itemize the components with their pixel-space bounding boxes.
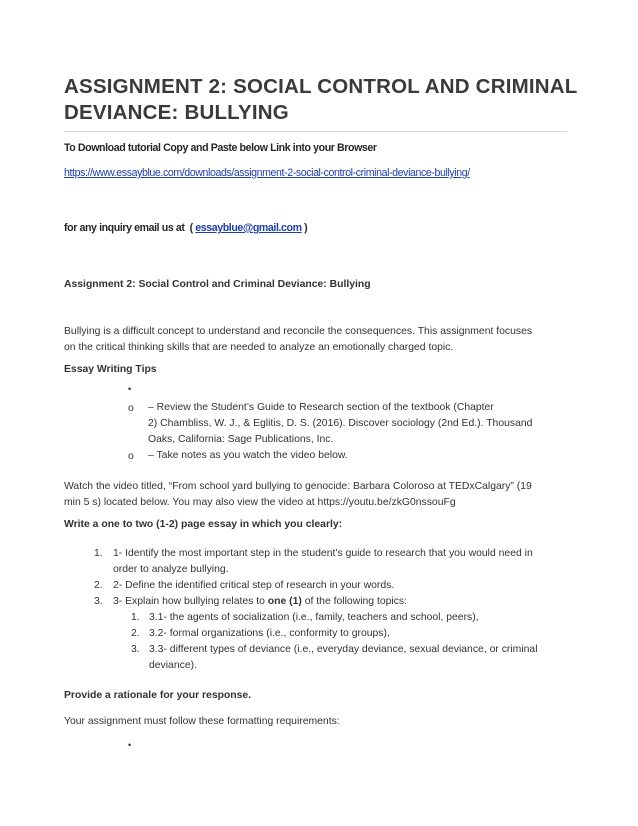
step-1-number: 1. — [94, 548, 103, 559]
step-3-text — [113, 596, 407, 607]
rationale-heading: Provide a rationale for your response. — [64, 690, 252, 701]
substep-1-text: 3.1- the agents of socialization (i.e., family, teachers and school, peers), — [149, 612, 479, 623]
video-paragraph: Watch the video titled, “From school yard bullying to genocide: Barbara Coloroso at TEDxCalgary” (19 min 5 s) located below. You may also view the video at https://youtu.be/zkG0nssouFg — [64, 481, 532, 508]
step-1-line-1: 1- Identify the most important step in the student’s guide to research that you would need in — [113, 548, 533, 559]
tip-2-text: – Take notes as you watch the video below. — [148, 450, 348, 461]
inquiry-prefix: for any inquiry email us at ( — [64, 222, 196, 234]
step-3-bold: one (1) — [267, 596, 302, 607]
step-2-number: 2. — [94, 580, 103, 591]
essay-heading: Write a one to two (1-2) page essay in which you clearly: — [64, 519, 343, 530]
step-2-text: 2- Define the identified critical step of research in your words. — [113, 580, 395, 591]
download-instruction: To Download tutorial Copy and Paste below Link into your Browser — [64, 142, 377, 154]
inquiry-email-link[interactable]: essayblue@gmail.com — [195, 222, 302, 234]
substep-2-number: 2. — [131, 628, 140, 639]
substep-3-line-2: deviance). — [149, 660, 197, 671]
step-3-number: 3. — [94, 596, 103, 607]
inquiry-suffix: ) — [301, 222, 308, 234]
step-1-line-2: order to analyze bullying. — [113, 564, 229, 575]
tip-1-line-3: Oaks, California: Sage Publications, Inc. — [148, 434, 334, 445]
essay-tips-heading: Essay Writing Tips — [64, 364, 157, 375]
tip-1-marker: o — [128, 403, 134, 414]
tip-1-line-1: – Review the Student’s Guide to Research section of the textbook (Chapter — [148, 402, 494, 413]
page-title: ASSIGNMENT 2: SOCIAL CONTROL AND CRIMINAL DEVIANCE: BULLYING — [64, 75, 578, 124]
substep-3-line-1: 3.3- different types of deviance (i.e., everyday deviance, sexual deviance, or criminal — [149, 644, 538, 655]
format-paragraph: Your assignment must follow these formatting requirements: — [64, 716, 340, 727]
download-link[interactable]: https://www.essayblue.com/downloads/assignment-2-social-control-criminal-deviance-bullying/ — [64, 167, 470, 179]
substep-2-text: 3.2- formal organizations (i.e., conformity to groups), — [149, 628, 390, 639]
empty-bullet-2: • — [128, 740, 132, 750]
intro-paragraph: Bullying is a difficult concept to understand and reconcile the consequences. This assignment focuses on the critical thinking skills that are needed to analyze an emotionally charged topic. — [64, 326, 533, 353]
empty-bullet-1: • — [128, 384, 132, 394]
title-divider — [64, 131, 567, 132]
substep-1-number: 1. — [131, 612, 140, 623]
step-3-text-after: of the following topics: — [301, 596, 407, 607]
tip-2-marker: o — [128, 451, 134, 462]
inquiry-line — [64, 222, 307, 234]
step-3-text-before: 3- Explain how bullying relates to — [113, 596, 268, 607]
tip-1-line-2: 2) Chambliss, W. J., & Eglitis, D. S. (2016). Discover sociology (2nd Ed.). Thousand — [148, 418, 533, 429]
substep-3-number: 3. — [131, 644, 140, 655]
assignment-heading: Assignment 2: Social Control and Criminal Deviance: Bullying — [64, 279, 371, 290]
